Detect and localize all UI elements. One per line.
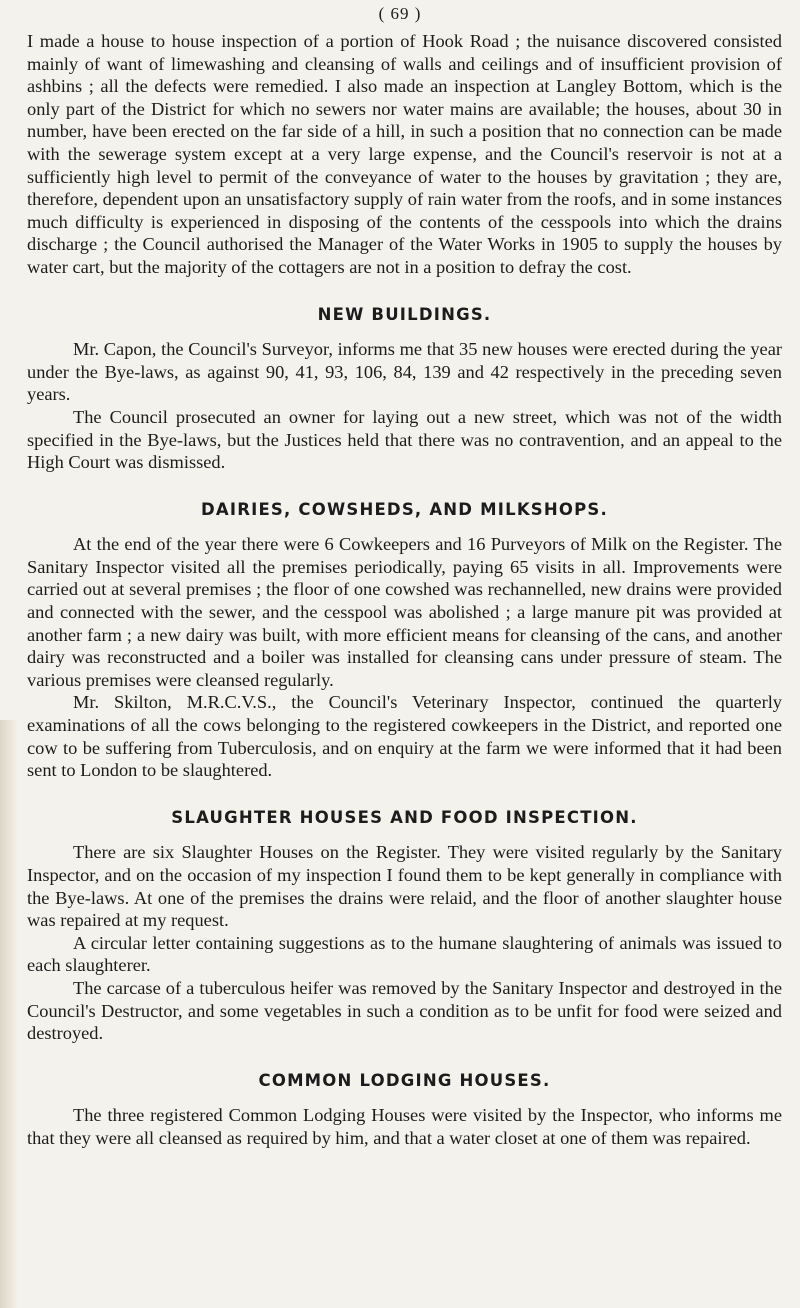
paragraph: The carcase of a tuberculous heifer was removed by the Sanitary Inspector and destroyed in the Council's Destructor, and some vegetables in such a condition as to be unfit for food were seized and destroyed. — [27, 977, 782, 1044]
page-number: ( 69 ) — [378, 4, 422, 23]
paragraph: Mr. Capon, the Council's Surveyor, informs me that 35 new houses were erected during the year under the Bye-laws, as against 90, 41, 93, 106, 84, 139 and 42 respectively in the preceding seven years. — [27, 339, 782, 405]
page-edge-shadow — [0, 720, 18, 1308]
paragraph: The Council prosecuted an owner for laying out a new street, which was not of the width specified in the Bye-laws, but the Justices held that there was no contravention, and an appeal to the High Court was dismissed. — [27, 406, 782, 473]
paragraph: At the end of the year there were 6 Cowkeepers and 16 Purveyors of Milk on the Register. The Sanitary Inspector visited all the premises periodically, paying 65 visits in all. Improvements were carried out at several premises ; the floor of one cowshed was rechannelled, new drains were provided and connected with the sewer, and the cesspool was abolished ; a large manure pit was provided at another farm ; a new dairy was built, with more efficient means for cleansing of the cans, and another dairy was reconstructed and a boiler was installed for cleansing cans under pressure of steam. The various premises were cleansed regularly. — [27, 534, 782, 690]
intro-paragraph: I made a house to house inspection of a portion of Hook Road ; the nuisance discovered consisted mainly of want of limewashing and cleansing of walls and ceilings and of insufficient provision of ashbins ; all the defects were remedied. I also made an inspection at Langley Bottom, which is the only part of the District for which no sewers nor water mains are available; the houses, about 30 in number, have been erected on the far side of a hill, in such a position that no connection can be made with the sewerage system except at a very large expense, and the Council's reservoir is not at a sufficiently high level to permit of the conveyance of water to the houses by gravitation ; they are, therefore, dependent upon an unsatisfactory supply of rain water from the roofs, and in some instances much difficulty is experienced in disposing of the contents of the cesspools into which the drains discharge ; the Council authorised the Manager of the Water Works in 1905 to supply the houses by water cart, but the majority of the cottagers are not in a position to defray the cost. — [27, 31, 782, 277]
section-heading-new-buildings: NEW BUILDINGS. — [317, 304, 492, 324]
section-heading-slaughter-houses: SLAUGHTER HOUSES AND FOOD INSPECTION. — [171, 807, 638, 827]
paragraph: There are six Slaughter Houses on the Register. They were visited regularly by the Sanitary Inspector, and on the occasion of my inspection I found them to be kept generally in compliance with the Bye-laws. At one of the premises the drains were relaid, and the floor of another slaughter house was repaired at my request. — [27, 842, 782, 931]
paragraph: A circular letter containing suggestions as to the humane slaughtering of animals was issued to each slaughterer. — [27, 932, 782, 976]
section-heading-dairies: DAIRIES, COWSHEDS, AND MILKSHOPS. — [201, 499, 608, 519]
paragraph: The three registered Common Lodging Houses were visited by the Inspector, who informs me that they were all cleansed as required by him, and that a water closet at one of them was repaired. — [27, 1105, 782, 1148]
paragraph: Mr. Skilton, M.R.C.V.S., the Council's Veterinary Inspector, continued the quarterly examinations of all the cows belonging to the registered cowkeepers in the District, and reported one cow to be suffering from Tuberculosis, and on enquiry at the farm we were informed that it had been sent to London to be slaughtered. — [27, 692, 782, 781]
section-heading-lodging-houses: COMMON LODGING HOUSES. — [258, 1070, 551, 1090]
document-body — [27, 30, 782, 1150]
